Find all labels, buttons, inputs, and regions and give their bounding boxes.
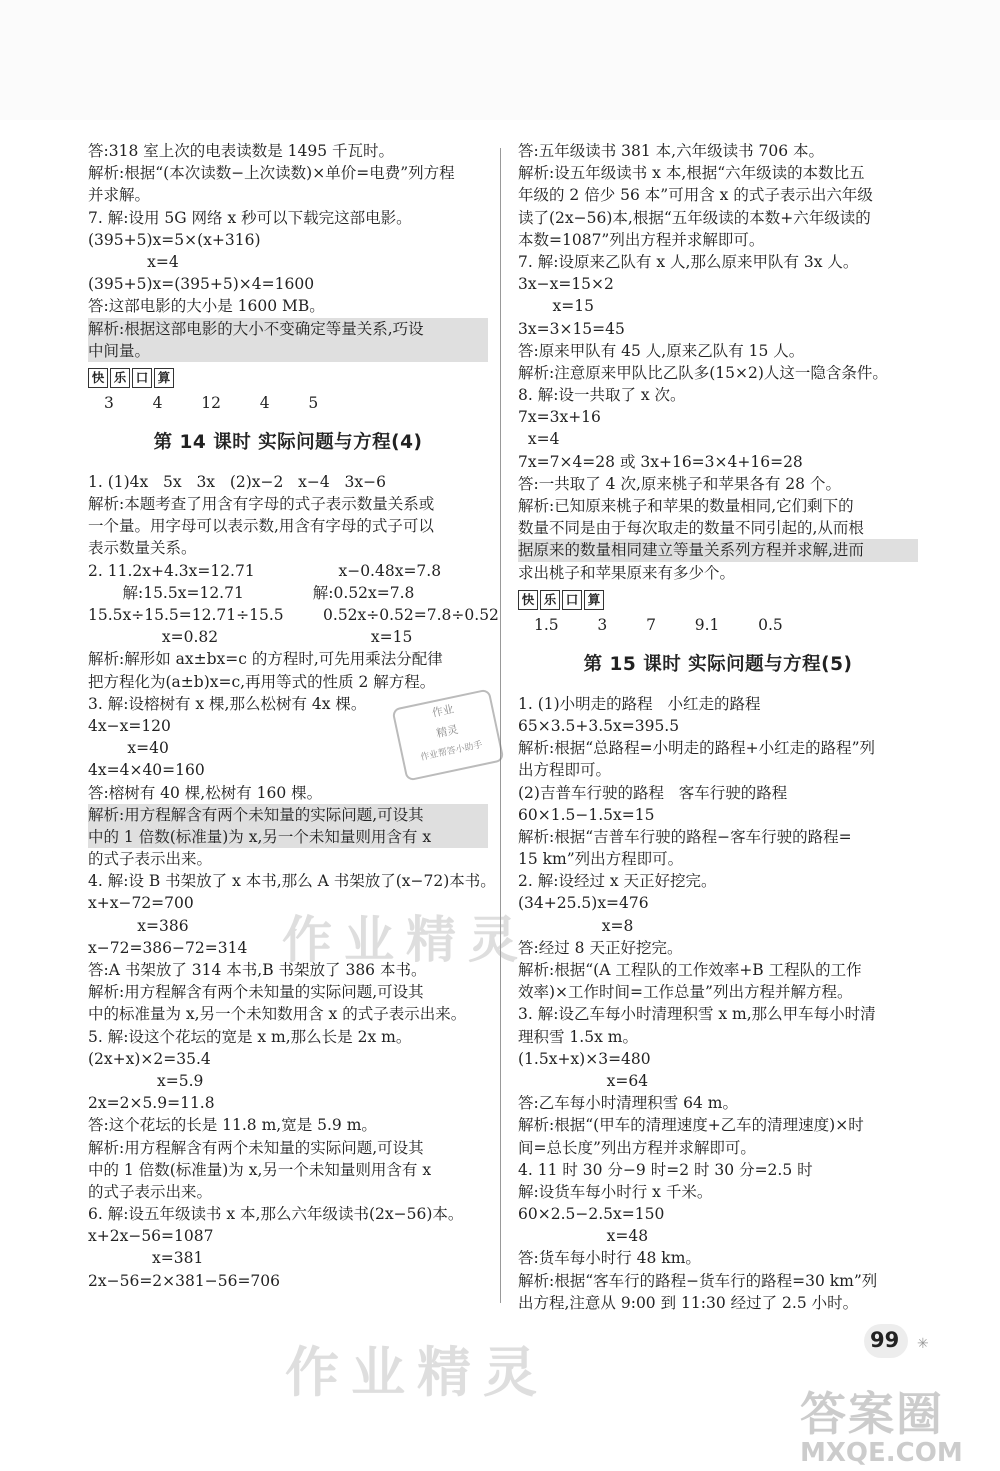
tag-char: 乐 [110, 368, 130, 388]
answer-line: 出方程即可。 [518, 761, 612, 780]
tag-char: 快 [518, 590, 538, 610]
answer-line: 据原来的数量相同建立等量关系列方程并求解,进而 [518, 539, 918, 561]
answer-line: 60×1.5−1.5x=15 [518, 805, 655, 824]
answer-line: x+2x−56=1087 [88, 1227, 214, 1246]
answer-line: 中的 1 倍数(标准量)为 x,另一个未知量则用含有 x [88, 826, 488, 848]
answer-line: 4x−x=120 [88, 716, 171, 735]
left-answers-top [88, 140, 488, 362]
page-number: 99 [870, 1328, 899, 1352]
answer-line: (2)吉普车行驶的路程 客车行驶的路程 [518, 783, 788, 802]
answer-line: 解析:根据“总路程=小明走的路程+小红走的路程”列 [518, 739, 876, 758]
kuaile-answers: 3 4 12 4 5 [104, 393, 319, 412]
watermark: 作业精灵 [285, 1341, 549, 1404]
answer-line: 7. 解:设用 5G 网络 x 秒可以下载完这部电影。 [88, 208, 412, 227]
answer-line: (2x+x)×2=35.4 [88, 1049, 211, 1068]
answer-line: 解析:注意原来甲队比乙队多(15×2)人这一隐含条件。 [518, 363, 888, 382]
answer-line: x=8 [518, 916, 634, 935]
answer-line: x=381 [88, 1249, 204, 1268]
tag-char: 算 [154, 368, 174, 388]
answer-line: 60×2.5−2.5x=150 [518, 1205, 665, 1224]
lesson-title: 第 15 课时 实际问题与方程(5) [583, 653, 853, 675]
tag-char: 快 [88, 368, 108, 388]
answer-line: 理积雪 1.5x m。 [518, 1027, 638, 1046]
blurred-header-area [0, 0, 1000, 120]
answer-line: 8. 解:设一共取了 x 次。 [518, 386, 686, 405]
answer-line: 把方程化为(a±b)x=c,再用等式的性质 2 解方程。 [88, 672, 436, 691]
watermark: 作业精灵 [282, 911, 530, 969]
answer-line: x=15 [518, 297, 594, 316]
answer-line: 中的 1 倍数(标准量)为 x,另一个未知量则用含有 x [88, 1160, 432, 1179]
left-answers-bottom [88, 471, 499, 1292]
answer-line: 中的标准量为 x,另一个未知数用含 x 的式子表示出来。 [88, 1005, 467, 1024]
answer-line: 答:这个花坛的长是 11.8 m,宽是 5.9 m。 [88, 1116, 377, 1135]
watermark-stamp: 作业 精灵 作业帮答小助手 [391, 688, 504, 781]
answer-line: 解析:用方程解含有两个未知量的实际问题,可设其 [88, 1138, 424, 1157]
answer-line: 年级的 2 倍少 56 本”可用含 x 的式子表示出六年级 [518, 186, 873, 205]
answer-line: 65×3.5+3.5x=395.5 [518, 716, 680, 735]
answer-line: 4. 11 时 30 分−9 时=2 时 30 分=2.5 时 [518, 1160, 813, 1179]
answer-line: 间=总长度”列出方程并求解即可。 [518, 1138, 756, 1157]
answer-line: 表示数量关系。 [88, 539, 197, 558]
answer-line: 2x=2×5.9=11.8 [88, 1094, 215, 1113]
answer-line: x−72=386−72=314 [88, 938, 248, 957]
star-icon: ✳ [917, 1336, 929, 1352]
answer-line: 15.5x÷15.5=12.71÷15.5 0.52x÷0.52=7.8÷0.52 [88, 606, 499, 624]
answer-line: 数量不同是由于每次取走的数量不同引起的,从而根 [518, 519, 864, 538]
answer-line: 解:设货车每小时行 x 千米。 [518, 1182, 713, 1201]
answer-line: 答:一共取了 4 次,原来桃子和苹果各有 28 个。 [518, 474, 841, 493]
answer-line: 4. 解:设 B 书架放了 x 本书,那么 A 书架放了(x−72)本书。 [88, 872, 496, 891]
answer-line: x=0.82 x=15 [88, 628, 413, 647]
answer-line: (34+25.5)x=476 [518, 894, 649, 913]
tag-char: 算 [584, 590, 604, 610]
answer-line: x=386 [88, 916, 189, 935]
answer-line: 解析:根据“(甲车的清理速度+乙车的清理速度)×时 [518, 1116, 864, 1135]
answer-line: 求出桃子和苹果原来有多少个。 [518, 563, 736, 582]
answer-line: 1. (1)4x 5x 3x (2)x−2 x−4 3x−6 [88, 472, 386, 491]
kuaile-answers: 1.5 3 7 9.1 0.5 [534, 615, 783, 634]
answer-line: 3x−x=15×2 [518, 275, 614, 294]
answer-line: 的式子表示出来。 [88, 1182, 213, 1201]
answer-line: 解析:用方程解含有两个未知量的实际问题,可设其 [88, 804, 488, 826]
answer-line: (395+5)x=(395+5)×4=1600 [88, 275, 315, 294]
answer-line: 解析:解形如 ax±bx=c 的方程时,可先用乘法分配律 [88, 650, 443, 669]
answer-line: 解析:根据这部电影的大小不变确定等量关系,巧设 [88, 318, 488, 340]
answer-line: 3. 解:设乙车每小时清理积雪 x m,那么甲车每小时清 [518, 1005, 876, 1024]
answer-line: x=40 [88, 739, 169, 758]
answer-line: 解析:本题考查了用含有字母的式子表示数量关系或 [88, 495, 435, 514]
answer-line: x+x−72=700 [88, 894, 194, 913]
site-logo: 答案圈 MXQE.COM [800, 1387, 963, 1468]
answer-line: 答:五年级读书 381 本,六年级读书 706 本。 [518, 142, 825, 160]
answer-line: x=5.9 [88, 1071, 204, 1090]
answer-line: 答:经过 8 天正好挖完。 [518, 938, 683, 957]
answer-line: x=4 [88, 252, 179, 271]
answer-line: 4x=4×40=160 [88, 761, 205, 780]
answer-line: 1. (1)小明走的路程 小红走的路程 [518, 694, 761, 713]
answer-line: 解析:已知原来桃子和苹果的数量相同,它们剩下的 [518, 497, 854, 515]
answer-line: 2. 解:设经过 x 天正好挖完。 [518, 872, 717, 891]
answer-line: (395+5)x=5×(x+316) [88, 230, 261, 249]
answer-line: 本数=1087”列出方程并求解即可。 [518, 230, 765, 249]
answer-line: 解析:根据“吉普车行驶的路程−客车行驶的路程= [518, 827, 852, 846]
answer-line: x=48 [518, 1227, 649, 1246]
answer-line: 答:乙车每小时清理积雪 64 m。 [518, 1094, 738, 1113]
answer-line: 效率)×工作时间=工作总量”列出方程并解方程。 [518, 983, 853, 1002]
answer-line: x=4 [518, 430, 560, 449]
answer-line: 答:原来甲队有 45 人,原来乙队有 15 人。 [518, 341, 805, 360]
answer-line: 6. 解:设五年级读书 x 本,那么六年级读书(2x−56)本。 [88, 1205, 464, 1224]
answer-line: 15 km”列出方程即可。 [518, 850, 684, 869]
answer-line: 2x−56=2×381−56=706 [88, 1271, 281, 1290]
answer-line: 3x=3×15=45 [518, 319, 625, 338]
answer-line: 解析:设五年级读书 x 本,根据“六年级读的本数比五 [518, 164, 865, 183]
right-answers-top [518, 140, 918, 584]
tag-char: 乐 [540, 590, 560, 610]
tag-char: 口 [132, 368, 152, 388]
kuaile-kousuan-tag [88, 368, 488, 388]
answer-line: 出方程,注意从 9:00 到 11:30 经过了 2.5 小时。 [518, 1293, 859, 1312]
answer-line: 答:这部电影的大小是 1600 MB。 [88, 297, 325, 316]
answer-line: 解析:根据“客车行的路程−货车行的路程=30 km”列 [518, 1271, 878, 1290]
column-divider [500, 148, 501, 1303]
answer-line: 7. 解:设原来乙队有 x 人,那么原来甲队有 3x 人。 [518, 252, 859, 271]
answer-line: (1.5x+x)×3=480 [518, 1049, 651, 1068]
answer-line: x=64 [518, 1071, 649, 1090]
lesson-title: 第 14 课时 实际问题与方程(4) [153, 431, 423, 453]
answer-line: 解析:根据“(A 工程队的工作效率+B 工程队的工作 [518, 961, 862, 979]
answer-line: 并求解。 [88, 186, 151, 205]
answer-line: 中间量。 [88, 340, 488, 362]
answer-line: 答:318 室上次的电表读数是 1495 千瓦时。 [88, 142, 395, 160]
answer-line: 的式子表示出来。 [88, 850, 213, 869]
answer-line: 解析:用方程解含有两个未知量的实际问题,可设其 [88, 983, 424, 1002]
tag-char: 口 [562, 590, 582, 610]
right-answers-bottom [518, 693, 918, 1314]
answer-line: 答:榕树有 40 棵,松树有 160 棵。 [88, 783, 323, 802]
answer-line: 读了(2x−56)本,根据“五年级读的本数+六年级读的 [518, 208, 871, 227]
answer-line: 答:A 书架放了 314 本书,B 书架放了 386 本书。 [88, 961, 427, 979]
answer-line: 2. 11.2x+4.3x=12.71 x−0.48x=7.8 [88, 561, 442, 580]
answer-line: 7x=7×4=28 或 3x+16=3×4+16=28 [518, 452, 803, 471]
answer-line: 解:15.5x=12.71 解:0.52x=7.8 [88, 583, 415, 602]
right-column [518, 140, 918, 1314]
answer-line: 一个量。用字母可以表示数,用含有字母的式子可以 [88, 517, 434, 536]
answer-line: 3. 解:设榕树有 x 棵,那么松树有 4x 棵。 [88, 694, 367, 713]
answer-line: 7x=3x+16 [518, 408, 601, 427]
answer-line: 答:货车每小时行 48 km。 [518, 1249, 701, 1268]
answer-line: 解析:根据“(本次读数−上次读数)×单价=电费”列方程 [88, 164, 455, 183]
answer-line: 5. 解:设这个花坛的宽是 x m,那么长是 2x m。 [88, 1027, 412, 1046]
kuaile-kousuan-tag [518, 590, 918, 610]
